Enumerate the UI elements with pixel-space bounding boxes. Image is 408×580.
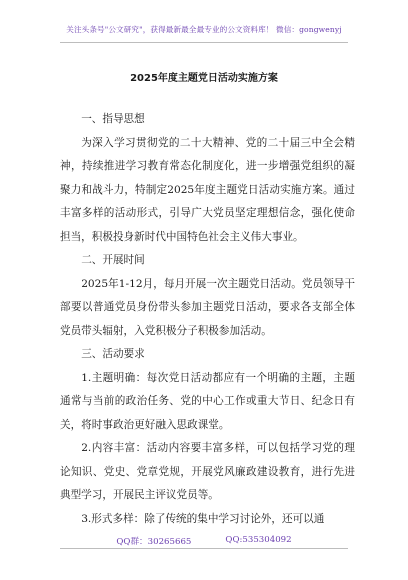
section-heading-1: 一、指导思想 bbox=[81, 113, 145, 125]
document-title: 2025年度主题党日活动实施方案 bbox=[130, 73, 278, 84]
page-footer bbox=[0, 535, 408, 547]
section-paragraph-2: 2025年1-12月，每月开展一次主题党日活动。党员领导干部要以普通党员身份带头参加主题党日活动，要求各支部全体党员带头辐射，入党积极分子积极参加活动。 bbox=[60, 277, 355, 337]
body-paragraph-5: 3.形式多样：除了传统的集中学习讨论外，还可以通 bbox=[81, 512, 325, 525]
header-divider bbox=[60, 42, 348, 43]
footer-divider bbox=[60, 548, 348, 549]
section-paragraph-3: 1.主题明确：每次党日活动都应有一个明确的主题，主题通常与当前的政治任务、党的中心工作或重大节日、纪念日有关，将时事政治更好融入思政课堂。 bbox=[60, 371, 355, 431]
document-body bbox=[60, 108, 355, 531]
section-heading-2: 二、开展时间 bbox=[81, 254, 145, 266]
section-paragraph-1: 为深入学习贯彻党的二十大精神、党的二十届三中全会精神，持续推进学习教育常态化制度化，进一步增强党组织的凝聚力和战斗力，特制定2025年度主题党日活动实施方案。通过丰富多样的活动形式，引导广大党员坚定理想信念，强化使命担当，积极投身新时代中国特色社会主义伟大事业。 bbox=[60, 136, 355, 243]
footer-qq-number: QQ:535304092 bbox=[225, 535, 292, 545]
body-paragraph-4: 2.内容丰富：活动内容要丰富多样，可以包括学习党的理论知识、党史、党章党规，开展党风廉政建设教育，进行先进典型学习，开展民主评议党员等。 bbox=[60, 442, 355, 501]
page-header: 关注头条号"公文研究"，获得最新最全最专业的公文资料库！ 微信：gongwenyj bbox=[66, 25, 342, 34]
footer-qq-group: QQ群：30265665 bbox=[116, 537, 192, 547]
section-heading-3: 三、活动要求 bbox=[81, 348, 145, 360]
